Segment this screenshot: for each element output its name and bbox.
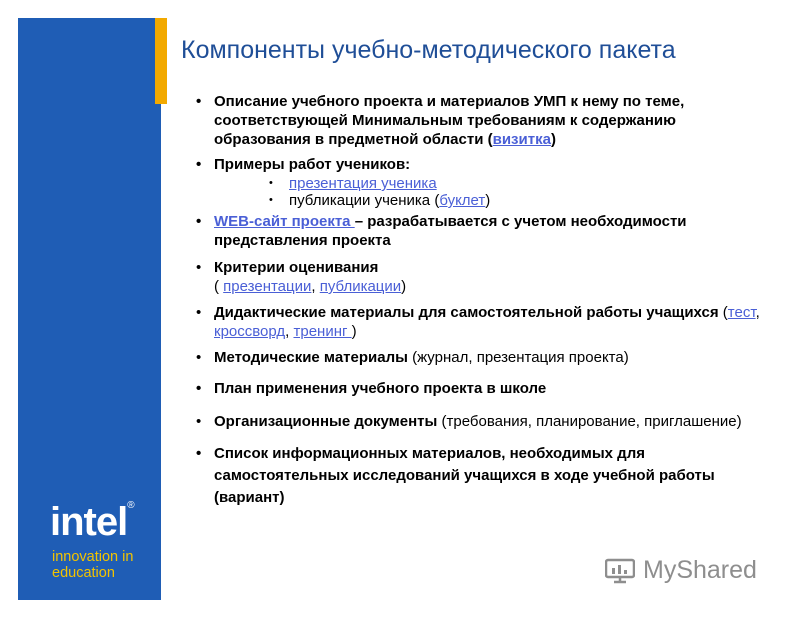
list-item: • Описание учебного проекта и материалов УМП к нему по теме, соответствующей Минимальным требованиям к содержанию образования в предметной области (визитка) bbox=[196, 93, 685, 148]
vizitka-link[interactable]: визитка bbox=[492, 131, 551, 148]
crossword-link[interactable]: кроссворд bbox=[214, 323, 286, 340]
publications-link[interactable]: публикации bbox=[319, 278, 402, 295]
page-title: Компоненты учебно-методического пакета bbox=[181, 36, 676, 64]
list-item: • Организационные документы (требования, планирование, приглашение) bbox=[196, 413, 742, 430]
website-link[interactable]: WEB-сайт проекта bbox=[214, 213, 355, 230]
booklet-link[interactable]: буклет bbox=[439, 192, 486, 209]
list-item: • Критерии оценивания ( презентации, публикации) bbox=[196, 259, 407, 295]
student-presentation-link[interactable]: презентация ученика bbox=[289, 175, 437, 192]
list-item: • План применения учебного проекта в школе bbox=[196, 380, 547, 397]
logo-tagline: innovation in education bbox=[52, 549, 134, 581]
sub-list-item: • презентация ученика bbox=[269, 175, 437, 192]
list-item: • Дидактические материалы для самостоятельной работы учащихся (тест, кроссворд, тренинг ) bbox=[196, 304, 760, 340]
myshared-watermark: MyShared bbox=[605, 556, 757, 585]
list-item: • Примеры работ учеников: bbox=[196, 156, 411, 173]
list-item: • Методические материалы (журнал, презентация проекта) bbox=[196, 349, 629, 366]
intel-logo: intel® bbox=[50, 500, 134, 544]
training-link[interactable]: тренинг bbox=[293, 323, 352, 340]
test-link[interactable]: тест bbox=[727, 304, 756, 321]
content-list bbox=[196, 92, 766, 509]
accent-bar bbox=[155, 18, 167, 104]
list-item: • WEB-сайт проекта – разрабатывается с учетом необходимости представления проекта bbox=[196, 213, 687, 249]
presentation-screen-icon bbox=[605, 558, 635, 584]
sub-list-item: • публикации ученика (буклет) bbox=[269, 192, 491, 209]
list-item: • Список информационных материалов, необходимых для самостоятельных исследований учащихся в ходе учебной работы (вариант) bbox=[196, 445, 715, 506]
presentations-link[interactable]: презентации bbox=[223, 278, 312, 295]
